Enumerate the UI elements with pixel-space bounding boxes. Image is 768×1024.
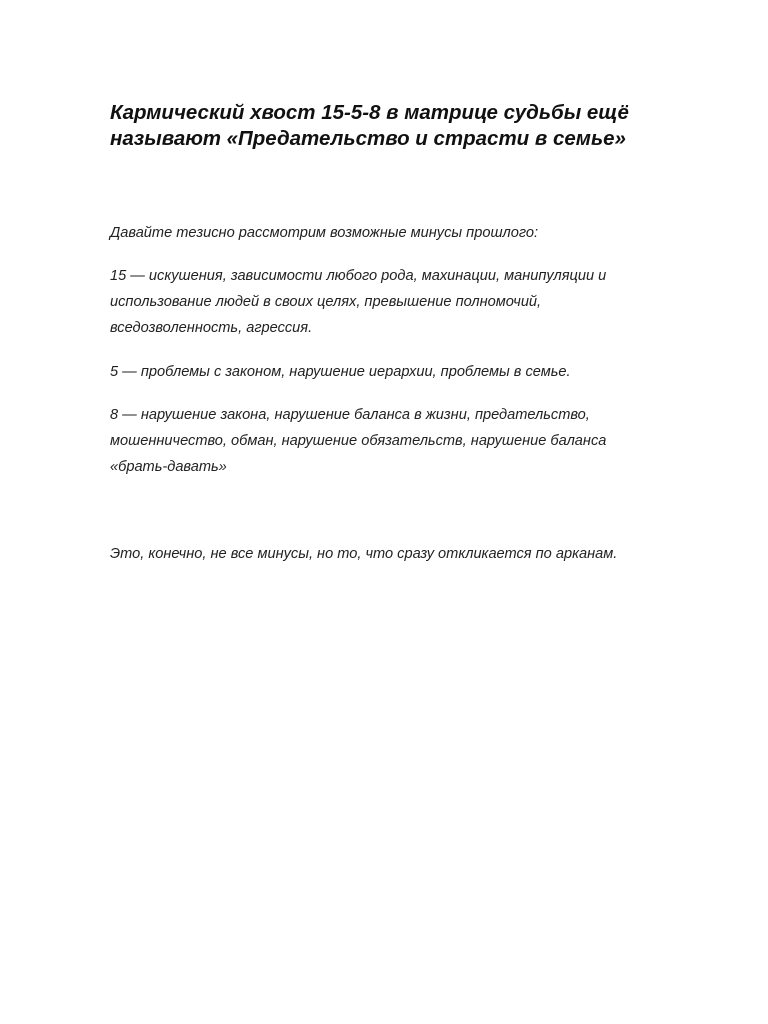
arcana-8-line-2: мошенничество, обман, нарушение обязательств, нарушение баланса <box>110 433 607 449</box>
document-title-line-1: Кармический хвост 15-5-8 в матрице судьбы ещё <box>110 101 629 124</box>
arcana-15-line-2: использование людей в своих целях, превышение полномочий, <box>110 294 542 310</box>
arcana-8-line-1: 8 — нарушение закона, нарушение баланса в жизни, предательство, <box>110 407 590 423</box>
intro-text: Давайте тезисно рассмотрим возможные минусы прошлого: <box>110 225 539 241</box>
arcana-8-paragraph <box>110 402 730 480</box>
arcana-8-line-3: «брать-давать» <box>110 459 227 475</box>
intro-paragraph <box>110 220 730 246</box>
arcana-5-paragraph <box>110 359 730 385</box>
closing-text: Это, конечно, не все минусы, но то, что сразу откликается по арканам. <box>110 546 618 562</box>
document-title-line-2: называют «Предательство и страсти в семье» <box>110 127 626 150</box>
arcana-15-line-3: вседозволенность, агрессия. <box>110 320 313 336</box>
arcana-15-line-1: 15 — искушения, зависимости любого рода, махинации, манипуляции и <box>110 268 607 284</box>
closing-paragraph <box>110 541 730 567</box>
arcana-15-paragraph <box>110 263 730 341</box>
document-title <box>110 100 750 152</box>
arcana-5-text: 5 — проблемы с законом, нарушение иерархии, проблемы в семье. <box>110 364 571 380</box>
